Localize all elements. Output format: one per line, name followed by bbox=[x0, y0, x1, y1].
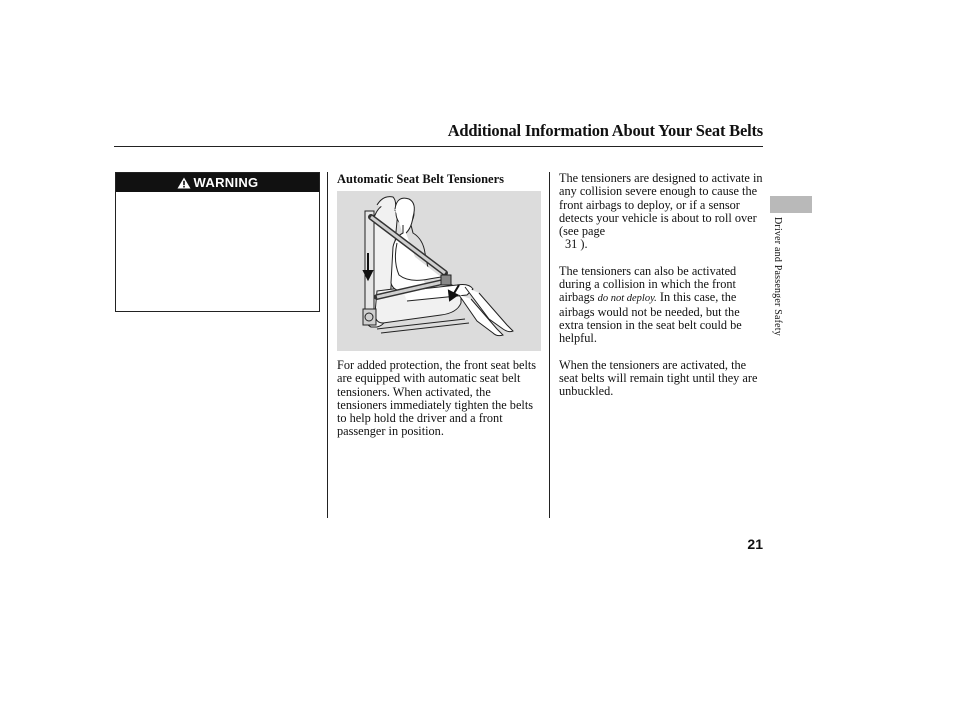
section-heading: Automatic Seat Belt Tensioners bbox=[337, 172, 505, 186]
section-side-label: Driver and Passenger Safety bbox=[772, 217, 783, 336]
paragraph-unbuckled: When the tensioners are activated, the seat belts will remain tight until they are unbuckled. bbox=[559, 357, 758, 399]
page-number: 21 bbox=[747, 536, 763, 552]
title-rule bbox=[114, 146, 763, 147]
paragraph-no-deploy bbox=[559, 265, 765, 346]
column-divider-2 bbox=[549, 172, 550, 518]
column-divider-1 bbox=[327, 172, 328, 518]
seat-illustration-svg bbox=[337, 191, 541, 351]
activation-text: The tensioners are designed to activate in any collision severe enough to cause the front airbags to deploy, or if a sensor detects your vehicle is about to roll over (see page bbox=[559, 171, 763, 239]
no-deploy-text-after: In this case, the airbags would not be needed, but the extra tension in the seat belt could be helpful. bbox=[559, 290, 742, 346]
tensioners-column bbox=[559, 172, 765, 398]
paragraph-activation bbox=[559, 172, 765, 252]
no-deploy-emphasis: do not deploy. bbox=[597, 293, 657, 305]
no-deploy-text-before: The tensioners can also be activated during a collision in which the front airbags bbox=[559, 263, 737, 305]
seat-belt-tensioner-illustration bbox=[337, 191, 541, 351]
section-side-tab[interactable] bbox=[770, 196, 812, 213]
page-reference-link[interactable]: 31 bbox=[565, 237, 578, 252]
warning-box bbox=[115, 172, 320, 312]
warning-triangle-icon bbox=[177, 177, 191, 189]
page-title: Additional Information About Your Seat Belts bbox=[447, 121, 763, 140]
activation-text-end: ). bbox=[580, 237, 588, 252]
warning-label: WARNING bbox=[193, 175, 259, 190]
intro-paragraph: For added protection, the front seat belts are equipped with automatic seat belt tensioners. When activated, the tensioners immediately tighten the belts to help hold the driver and a front passenger in position. bbox=[337, 358, 537, 439]
warning-header bbox=[116, 173, 319, 192]
